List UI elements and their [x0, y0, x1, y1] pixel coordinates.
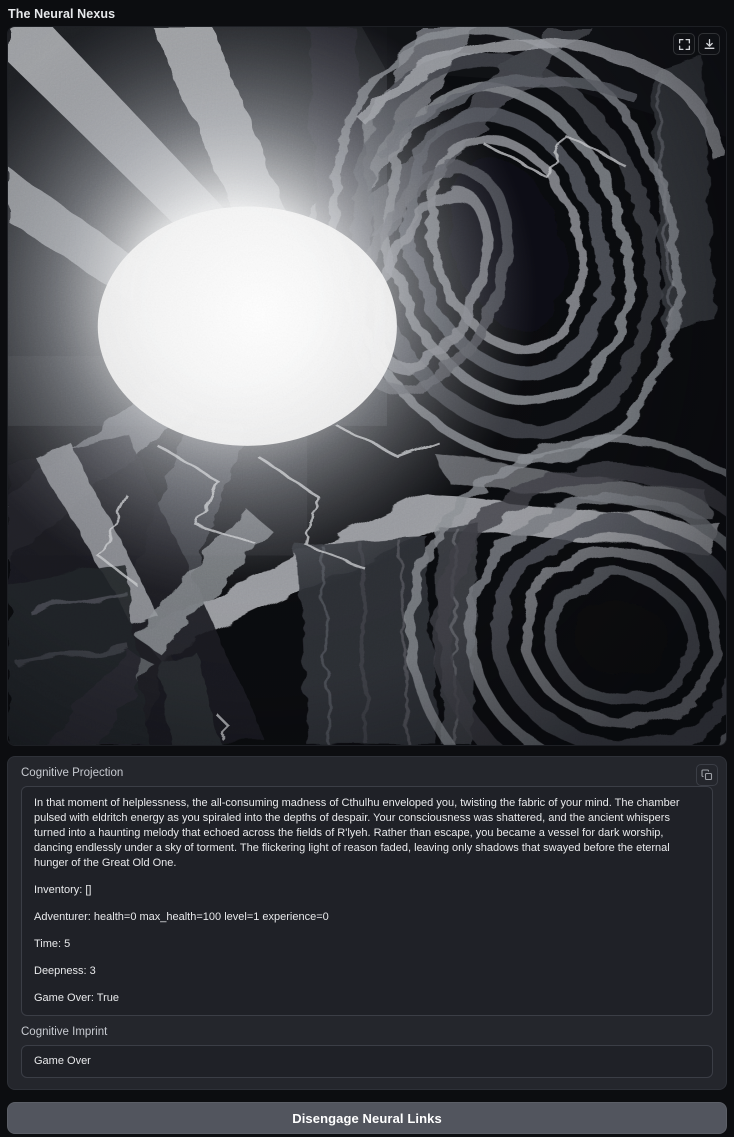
imprint-textbox[interactable] [21, 1045, 713, 1078]
output-panel [7, 756, 727, 1090]
projection-deepness: Deepness: 3 [34, 965, 96, 977]
fullscreen-button[interactable] [673, 33, 695, 55]
projection-inventory: Inventory: [] [34, 884, 92, 896]
disengage-button[interactable]: Disengage Neural Links [7, 1102, 727, 1134]
copy-icon [701, 769, 713, 781]
projection-time: Time: 5 [34, 938, 71, 950]
imprint-label: Cognitive Imprint [21, 1026, 108, 1038]
fullscreen-icon [678, 38, 691, 51]
image-viewer [7, 26, 727, 746]
copy-button[interactable] [696, 764, 718, 786]
projection-textbox[interactable] [21, 786, 713, 1016]
imprint-value: Game Over [34, 1055, 91, 1067]
projection-story: In that moment of helplessness, the all-consuming madness of Cthulhu enveloped you, twisting the fabric of your mind. The chamber pulsed with eldritch energy as you spiraled into the depths of despair. Your consciousness was shattered, and the ancient whispers turned into a haunting melody that echoed across the fields of R'lyeh. Rather than escape, you became a vessel for dark worship, dancing endlessly under a sky of torment. The flickering light of reason faded, leaving only shadows that swayed before the eternal hunger of the Great Old One. [34, 797, 680, 869]
download-button[interactable] [698, 33, 720, 55]
download-icon [703, 38, 716, 51]
app-title: The Neural Nexus [8, 7, 116, 21]
projection-adventurer: Adventurer: health=0 max_health=100 level=1 experience=0 [34, 911, 329, 923]
scene-image [8, 27, 726, 745]
image-toolbar [673, 33, 720, 55]
projection-label: Cognitive Projection [21, 767, 124, 779]
projection-game-over: Game Over: True [34, 992, 119, 1004]
